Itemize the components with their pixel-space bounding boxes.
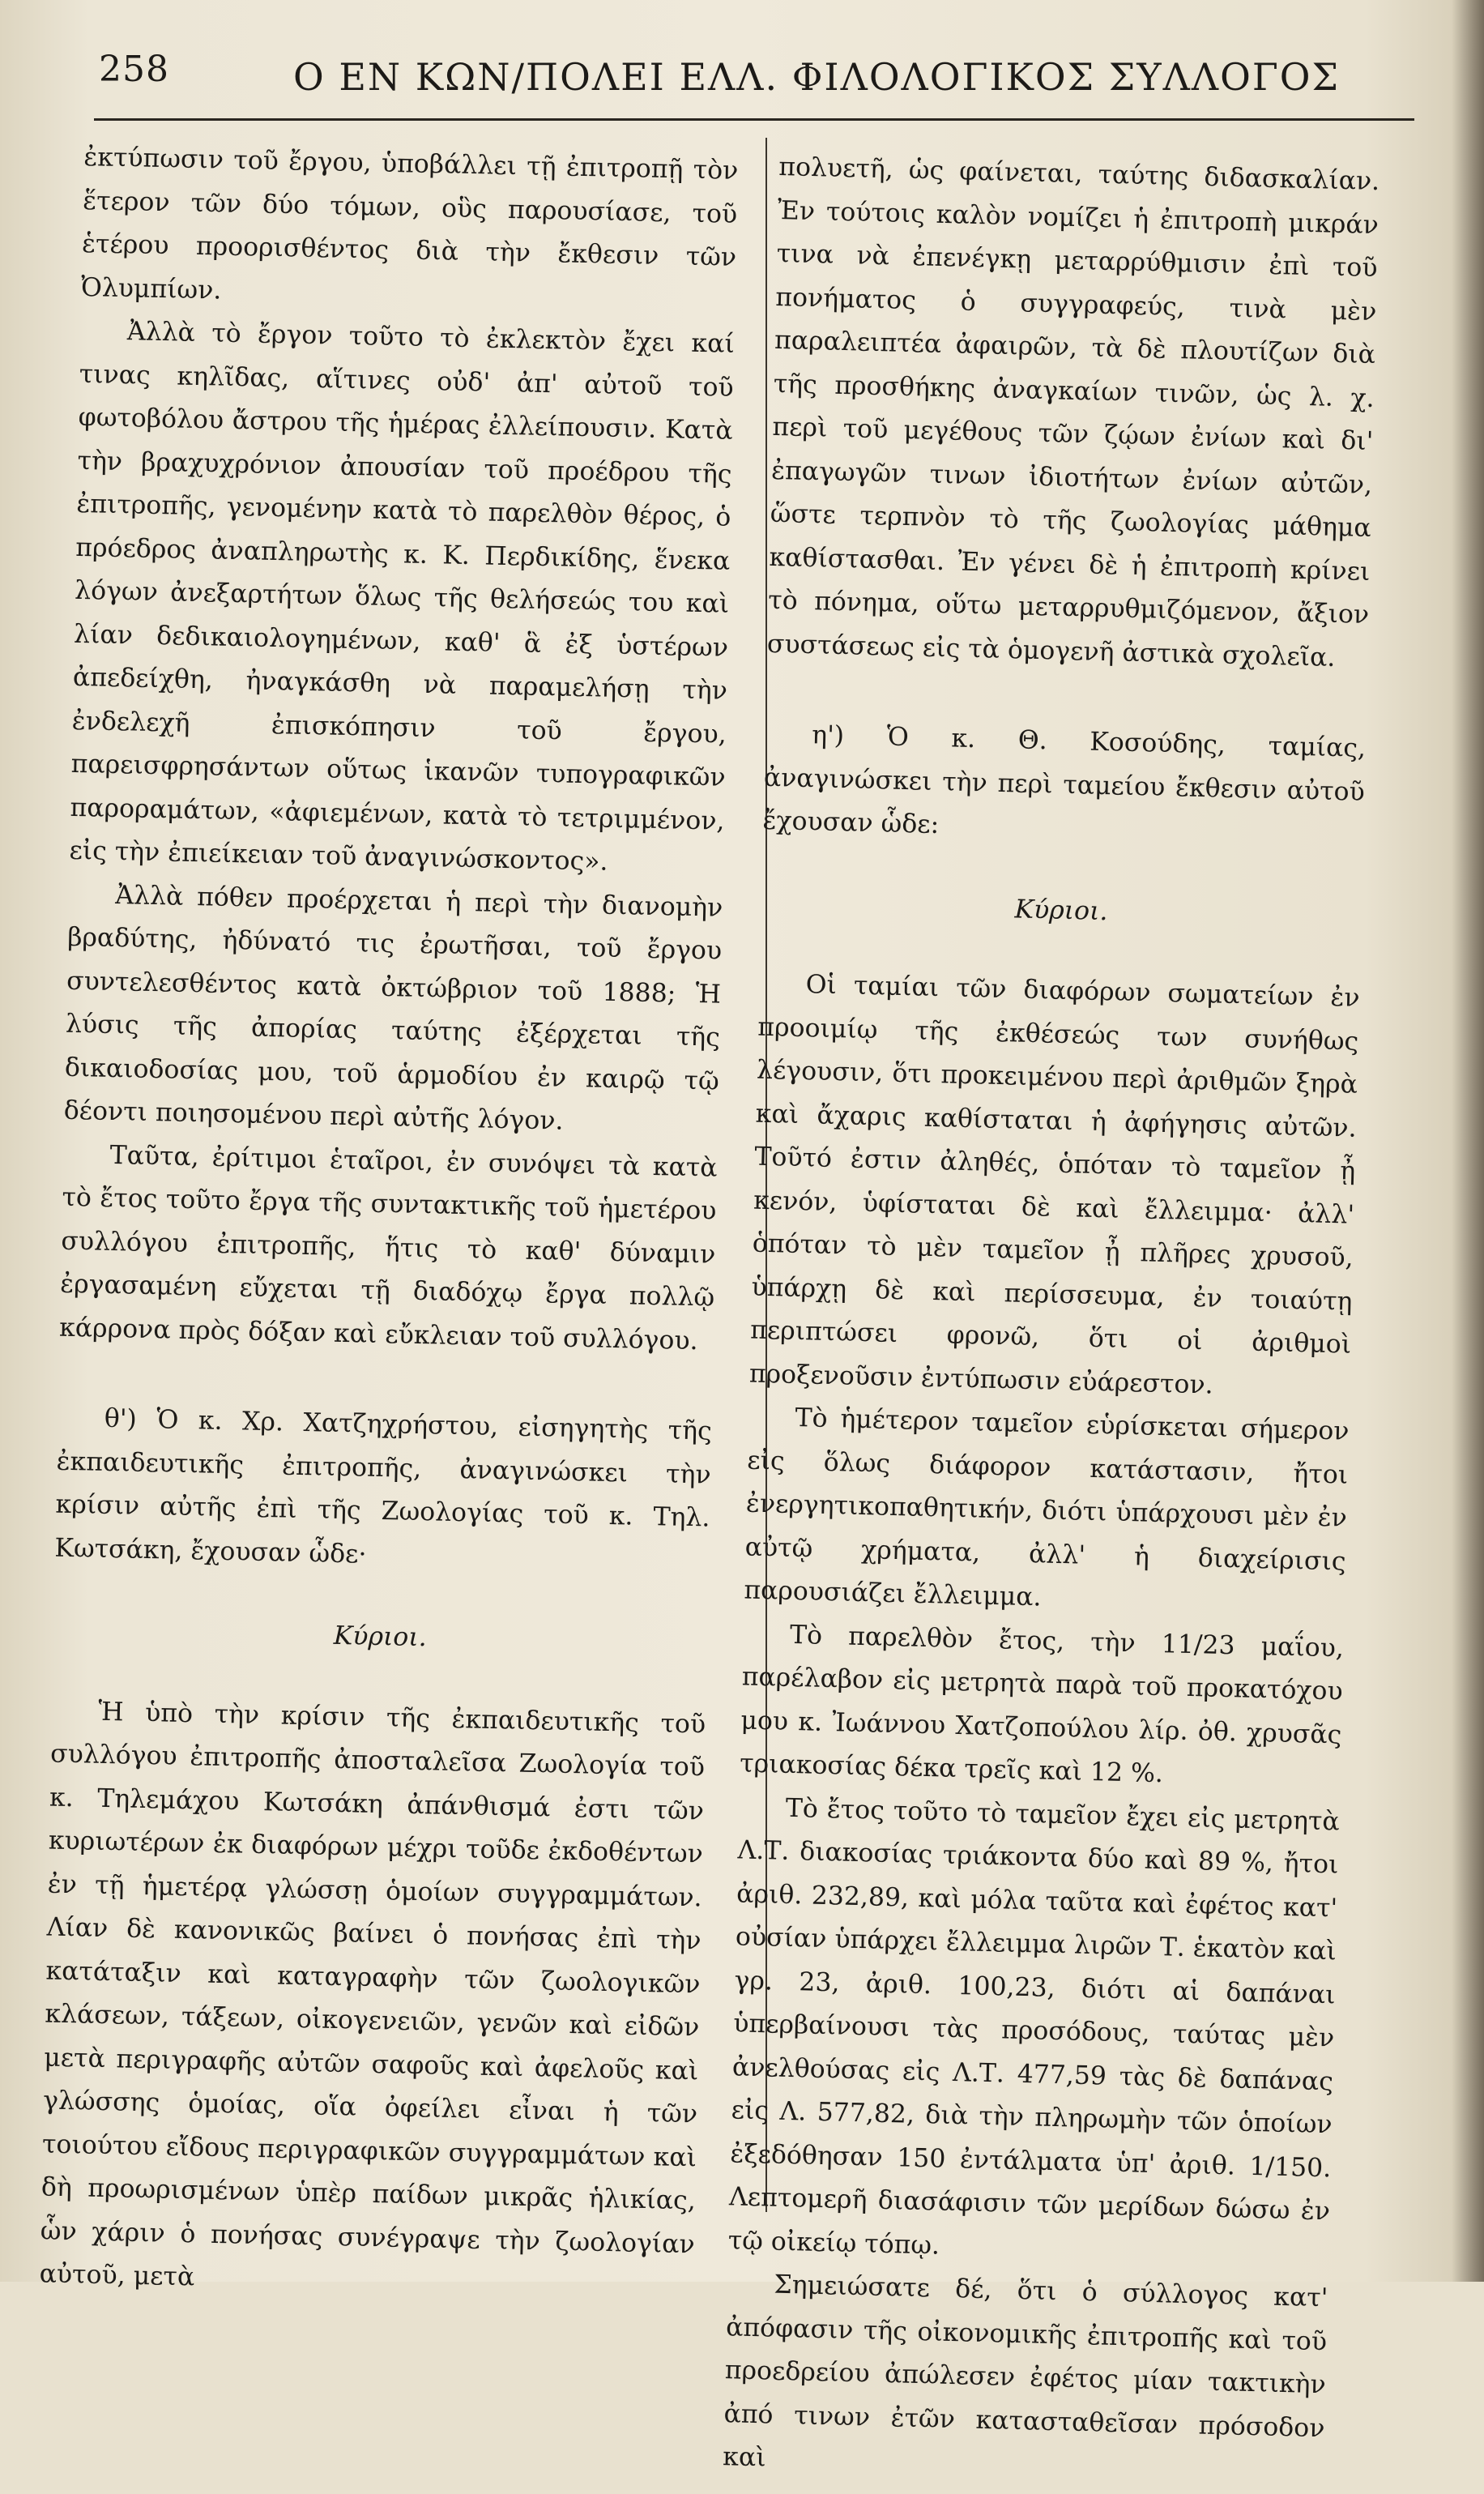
salutation: Κύριοι.: [333, 1621, 428, 1653]
paragraph: Τὸ ἔτος τοῦτο τὸ ταμεῖον ἔχει εἰς μετρητὰ Λ.Τ. διακοσίας τριάκοντα δύο καὶ 89 %, ἤτοι ἀριθ. 232,89, καὶ μόλα ταῦτα καὶ ἐφέτος κατ' οὐσίαν ὑπάρχει ἔλλειμμα λιρῶν Τ. ἑκατὸν καὶ γρ. 23, ἀριθ. 100,23, διότι αἱ δαπάναι ὑπερβαίνουσι τὰς προσόδους, ταύτας μὲν ἀνελθούσας εἰς Λ.Τ. 477,59 τὰς δὲ δαπάνας εἰς Λ. 577,82, διὰ τὴν πληρωμὴν τῶν ὁποίων ἐξεδόθησαν 150 ἐντάλματα ὑπ' ἀριθ. 1/150. Λεπτομερῆ διασάφισιν τῶν μερίδων δώσω ἐν τῷ οἰκείῳ τόπῳ.: [727, 1793, 1341, 2261]
section-heading-paragraph: η') Ὁ κ. Θ. Κοσούδης, ταμίας, ἀναγινώσκει τὴν περὶ ταμείου ἔκθεσιν αὐτοῦ ἔχουσαν ὧδε:: [762, 720, 1367, 840]
paragraph: ἐκτύπωσιν τοῦ ἔργου, ὑποβάλλει τῇ ἐπιτροπῇ τὸν ἕτερον τῶν δύο τόμων, οὓς παρουσίασε, τοῦ ἑτέρου προορισθέντος διὰ τὴν ἔκθεσιν τῶν Ὀλυμπίων.: [80, 142, 739, 305]
paragraph: Τὸ παρελθὸν ἔτος, τὴν 11/23 μαΐου, παρέλαβον εἰς μετρητὰ παρὰ τοῦ προκατόχου μου κ. Ἰωάννου Χατζοπούλου λίρ. ὀθ. χρυσᾶς τριακοσίας δέκα τρεῖς καὶ 12 %.: [739, 1620, 1345, 1789]
paragraph: Ἡ ὑπὸ τὴν κρίσιν τῆς ἐκπαιδευτικῆς τοῦ συλλόγου ἐπιτροπῆς ἀποσταλεῖσα Ζωολογία τοῦ κ. Τηλεμάχου Κωτσάκη ἀπάνθισμά ἐστι τῶν κυριωτέρων ἐκ διαφόρων μέχρι τοῦδε ἐκδοθέντων ἐν τῇ ἡμετέρᾳ γλώσσῃ ὁμοίων συγγραμμάτων. Λίαν δὲ κανονικῶς βαίνει ὁ πονήσας ἐπὶ τὴν κατάταξιν καὶ καταγραφὴν τῶν ζωολογικῶν κλάσεων, τάξεων, οἰκογενειῶν, γενῶν καὶ εἰδῶν μετὰ περιγραφῆς αὐτῶν σαφοῦς καὶ ἀφελοῦς καὶ γλώσσης ὁμοίας, οἵα ὀφείλει εἶναι ἡ τῶν τοιούτου εἴδους περιγραφικῶν συγγραμμάτων καὶ δὴ προωρισμένων ὑπὲρ παίδων μικρᾶς ἡλικίας, ὧν χάριν ὁ πονήσας συνέγραψε τὴν ζωολογίαν αὐτοῦ, μετὰ: [39, 1697, 706, 2292]
right-column: [723, 146, 1380, 2494]
left-column: [39, 136, 739, 2310]
paragraph: Σημειώσατε δέ, ὅτι ὁ σύλλογος κατ' ἀπόφασιν τῆς οἰκονομικῆς ἐπιτροπῆς καὶ τοῦ προεδρείου ἀπώλεσεν ἐφέτος μίαν τακτικὴν ἀπό τινων ἐτῶν κατασταθεῖσαν πρόσοδον καὶ: [722, 2270, 1328, 2473]
paragraph: πολυετῆ, ὡς φαίνεται, ταύτης διδασκαλίαν. Ἐν τούτοις καλὸν νομίζει ἡ ἐπιτροπὴ μικράν τινα νὰ ἐπενέγκῃ μεταρρύθμισιν ἐπὶ τοῦ πονήματος ὁ συγγραφεύς, τινὰ μὲν παραλειπτέα ἀφαιρῶν, τὰ δὲ πλουτίζων διὰ τῆς προσθήκης ἀναγκαίων τινῶν, ὡς λ. χ. περὶ τοῦ μεγέθους τῶν ζῴων ἐνίων καὶ δι' ἐπαγωγῶν τινων ἰδιοτήτων ἐνίων αὐτῶν, ὥστε τερπνὸν τὸ τῆς ζωολογίας μάθημα καθίστασθαι. Ἐν γένει δὲ ἡ ἐπιτροπὴ κρίνει τὸ πόνημα, οὕτω μεταρρυθμιζόμενον, ἄξιον συστάσεως εἰς τὰ ὁμογενῆ ἀστικὰ σχολεῖα.: [766, 152, 1380, 673]
paragraph: Ἀλλὰ πόθεν προέρχεται ἡ περὶ τὴν διανομὴν βραδύτης, ἠδύνατό τις ἐρωτῆσαι, τοῦ ἔργου συντελεσθέντος κατὰ ὀκτώβριον τοῦ 1888; Ἡ λύσις τῆς ἀπορίας ταύτης ἐξέρχεται τῆς δικαιοδοσίας μου, τοῦ ἁρμοδίου ἐν καιρῷ τῷ δέοντι ποιησομένου περὶ αὐτῆς λόγον.: [63, 880, 723, 1136]
paragraph: Τὸ ἡμέτερον ταμεῖον εὑρίσκεται σήμερον εἰς ὅλως διάφορον κατάστασιν, ἤτοι ἐνεργητικοπαθητικήν, διότι ὑπάρχουσι μὲν ἐν αὐτῷ χρήματα, ἀλλ' ἡ διαχείρισις παρουσιάζει ἔλλειμμα.: [743, 1403, 1350, 1612]
page-gutter-shadow: [1452, 0, 1484, 2282]
section-heading-paragraph: θ') Ὁ κ. Χρ. Χατζηχρήστου, εἰσηγητὴς τῆς ἐκπαιδευτικῆς ἐπιτροπῆς, ἀναγινώσκει τὴν κρίσιν αὐτῆς ἐπὶ τῆς Ζωολογίας τοῦ κ. Τηλ. Κωτσάκη, ἔχουσαν ὧδε·: [54, 1403, 713, 1569]
salutation: Κύριοι.: [1014, 894, 1108, 926]
paragraph: Ταῦτα, ἐρίτιμοι ἑταῖροι, ἐν συνόψει τὰ κατὰ τὸ ἔτος τοῦτο ἔργα τῆς συντακτικῆς τοῦ ἡμετέρου συλλόγου ἐπιτροπῆς, ἥτις τὸ καθ' δύναμιν ἐργασαμένη εὔχεται τῇ διαδόχῳ ἔργα πολλῷ κάρρονα πρὸς δόξαν καὶ εὔκλειαν τοῦ συλλόγου.: [58, 1140, 718, 1356]
paragraph: Ἀλλὰ τὸ ἔργον τοῦτο τὸ ἐκλεκτὸν ἔχει καί τινας κηλῖδας, αἵτινες οὐδ' ἀπ' αὐτοῦ τοῦ φωτοβόλου ἄστρου τῆς ἡμέρας ἐλλείπουσιν. Κατὰ τὴν βραχυχρόνιον ἀπουσίαν τοῦ προέδρου τῆς ἐπιτροπῆς, γενομένην κατὰ τὸ παρελθὸν θέρος, ὁ πρόεδρος ἀναπληρωτὴς κ. Κ. Περδικίδης, ἕνεκα λόγων ἀνεξαρτήτων ὅλως τῆς θελήσεώς του καὶ λίαν δεδικαιολογημένων, καθ' ἃ ἐξ ὑστέρων ἀπεδείχθη, ἠναγκάσθη νὰ παραμελήσῃ τὴν ἐνδελεχῆ ἐπισκόπησιν τοῦ ἔργου, παρεισφρησάντων οὕτως ἱκανῶν τυπογραφικῶν παροραμάτων, «ἀφιεμένων, κατὰ τὸ τετριμμένον, εἰς τὴν ἐπιείκειαν τοῦ ἀναγινώσκοντος».: [69, 317, 736, 877]
running-head: Ο ΕΝ ΚΩΝ/ΠΟΛΕΙ ΕΛΛ. ΦΙΛΟΛΟΓΙΚΟΣ ΣΥΛΛΟΓΟΣ: [293, 55, 1340, 99]
header-rule: [94, 118, 1414, 121]
page-number: 258: [99, 49, 169, 90]
paragraph: Οἱ ταμίαι τῶν διαφόρων σωματείων ἐν προοιμίῳ τῆς ἐκθέσεώς των συνήθως λέγουσιν, ὅτι προκειμένου περὶ ἀριθμῶν ξηρὰ καὶ ἄχαρις καθίσταται ἡ ἀφήγησις αὐτῶν. Τοῦτό ἐστιν ἀληθές, ὁπόταν τὸ ταμεῖον ᾖ κενόν, ὑφίσταται δὲ καὶ ἔλλειμμα· ἀλλ' ὁπόταν τὸ μὲν ταμεῖον ᾖ πλῆρες χρυσοῦ, ὑπάρχῃ δὲ καὶ περίσσευμα, ἐν τοιαύτῃ περιπτώσει φρονῶ, ὅτι οἱ ἀριθμοὶ προξενοῦσιν ἐντύπωσιν εὐάρεστον.: [748, 970, 1360, 1400]
